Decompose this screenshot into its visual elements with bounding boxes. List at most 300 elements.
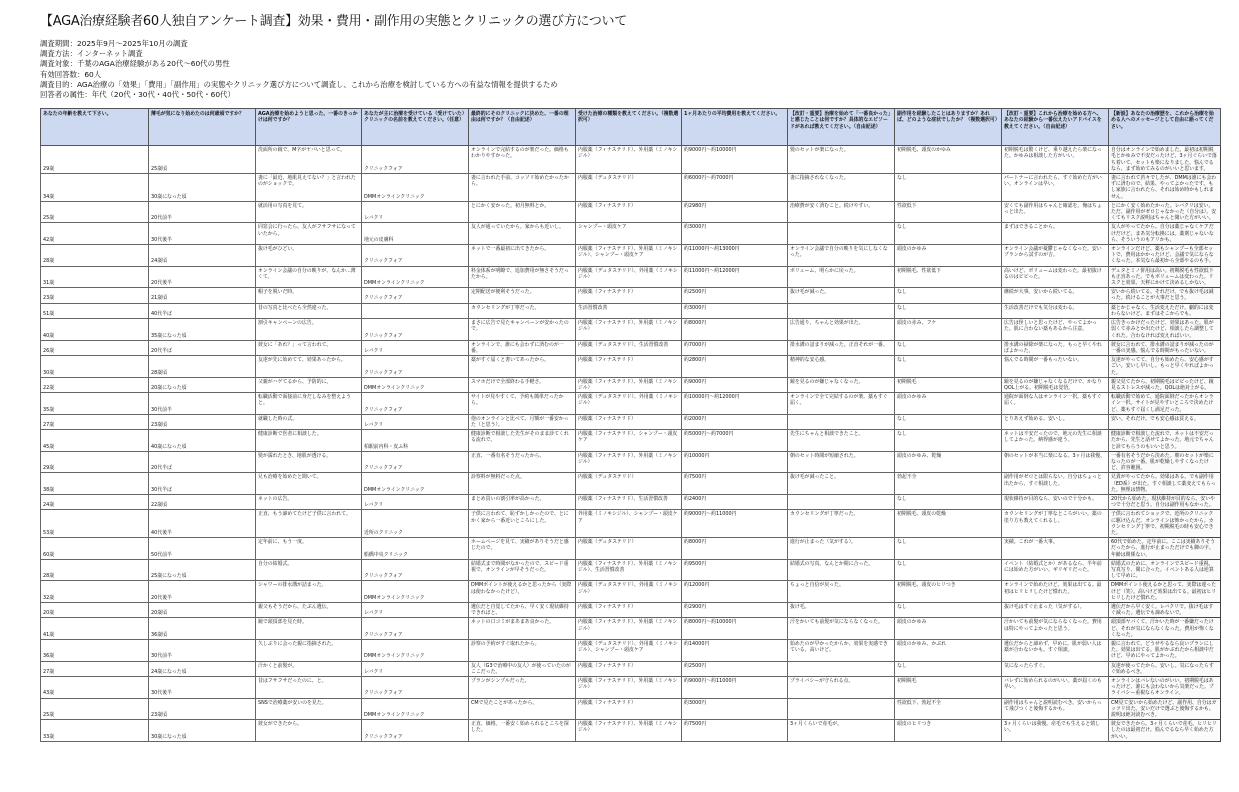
table-cell: 遺伝だからと諦めず、早めに。肌が弱い人は薬が合わないかも。すぐ相談。 (1002, 640, 1109, 662)
table-cell: 内服薬（フィナステリド）、生活習慣改善 (576, 494, 682, 509)
table-cell: 23歳 (41, 288, 149, 303)
table-cell: 性欲低下 (895, 201, 1002, 223)
table-cell: 父親がハゲてるから、予防的に。 (256, 377, 362, 392)
table-cell (788, 303, 895, 318)
table-cell: オンラインはバレないのがいい。初期脱毛はあったけど、誰にも会わないから気楽だった。プライバシー重視ならオンライン。 (1109, 677, 1221, 699)
table-cell: 60代で始めた。定年前に。ここは実績ありそうだったから。進行が止まっただけでも御の字。年齢は関係ない。 (1109, 538, 1221, 560)
table-cell: 進行が止まった（気がする）。 (788, 538, 895, 560)
survey-meta (40, 39, 1220, 100)
table-row (41, 559, 1221, 581)
table-cell: 実績。これが一番大事。 (1002, 538, 1109, 560)
table-cell: 内服薬（デュタステリド）、外用薬（ミノキシジル） (576, 581, 682, 603)
table-cell: 先生にちゃんと相談できたこと。 (788, 430, 895, 452)
table-cell: 内服薬（フィナステリド）、外用薬（ミノキシジル） (576, 720, 682, 742)
table-cell: 38歳 (41, 473, 149, 495)
table-cell: SNSで治療薬が安いのを見た。 (256, 698, 362, 720)
table-cell: 35歳 (41, 393, 149, 415)
table-cell: 安いから続いてる。それだけ。でも抜け毛は減った。続けることが大事だと思う。 (1109, 288, 1221, 303)
table-cell: 自分はオンラインで始めました。最初は初期脱毛とかゆみで不安だったけど、3ヶ月ぐらいで落ち着いて、セットも楽になりました。悩んでるなら、まず始めてみるのがいいと思います。 (1109, 146, 1221, 174)
table-row (41, 414, 1221, 429)
table-row (41, 720, 1221, 742)
table-row (41, 303, 1221, 318)
table-cell: 転職活動で始めて、通院面倒だったからオンライン一択。サイトが見やすいところで決めたけど、薬もすぐ届くし満足だった。 (1109, 393, 1221, 415)
table-cell: 23歳頃 (149, 698, 256, 720)
column-header: 最終的にそのクリニックに決めた、一番の理由は何ですか？（自由記述） (469, 109, 576, 146)
table-cell: 約7000円 (682, 340, 788, 355)
table-cell: 朝のセット時間が短縮された。 (788, 451, 895, 473)
table-cell: 就職した時の式。 (256, 414, 362, 429)
table-cell: 約2500円 (682, 288, 788, 303)
table-cell: 約11000円～約13000円 (682, 245, 788, 267)
meta-method: 調査方法：インターネット調査 (40, 49, 143, 59)
column-header: 受けた治療の種類を教えてください。（複数選択可） (576, 109, 682, 146)
table-cell: プランがシンプルだった。 (469, 677, 576, 699)
table-cell: 自分の結婚式。 (256, 559, 362, 581)
table-cell: 40歳 (41, 319, 149, 341)
table-cell: 30代前半 (149, 640, 256, 662)
table-cell: 洗面所の鏡で、M字がヤバいと思って。 (256, 146, 362, 174)
table-cell: 内服薬（フィナステリド） (576, 414, 682, 429)
table-cell: 頭皮のかゆみ (895, 245, 1002, 267)
table-cell: 鏡を見るのが嫌じゃなくなるだけで、かなりQOL上がる。初期脱毛は覚悟。 (1002, 377, 1109, 392)
table-cell: 副作用がゼロとは限らない。自分はちょっと出たから、すぐ相談した。 (1002, 473, 1109, 495)
survey-document (40, 0, 1220, 742)
table-row (41, 510, 1221, 538)
table-cell: 内服薬（フィナステリド）、外用薬（ミノキシジル）、シャンプー・頭皮ケア (576, 245, 682, 267)
table-cell: 柏駅前内科・皮ふ科 (362, 430, 469, 452)
table-cell: 初期脱毛 (895, 677, 1002, 699)
table-cell: 副作用はちゃんと説明読むべき。安いからって飛びつくと後悔するかも。 (1002, 698, 1109, 720)
table-cell: 約2500円 (682, 661, 788, 676)
table-cell: プライバシーが守られる点。 (788, 677, 895, 699)
table-cell: 20歳になった頃 (149, 377, 256, 392)
table-cell: なし (895, 559, 1002, 581)
table-body (41, 146, 1221, 742)
table-cell: クリニックフォア (362, 451, 469, 473)
table-cell: 初期脱毛、頭皮のかゆみ (895, 146, 1002, 174)
table-cell: 薬がすぐ届くと書いてあったから。 (469, 356, 576, 378)
table-cell: オンラインだけど、薬もシャンプーも全部セットで、費用はかかったけど、会議で気にならなくなった。本気なら最初から全部やるのも手。 (1109, 245, 1221, 267)
table-cell: 排水溝の詰まりが減った。正直それが一番。 (788, 340, 895, 355)
table-cell: 31歳 (41, 266, 149, 288)
table-cell: 友人がやってたから。自分は薬じゃなくケアだけだけど、まあ気分転換には。薬剤じゃないなら、そういうのもアリかも。 (1109, 223, 1221, 245)
document-title: 【AGA治療経験者60人独自アンケート調査】効果・費用・副作用の実態とクリニックの選び方について (40, 14, 627, 29)
table-cell: 約9000円～約10000円 (682, 146, 788, 174)
table-cell: 就活用の写真を見て。 (256, 201, 362, 223)
table-cell: 親父見てたから、初期脱毛はビビったけど、鏡見るストレスが減った。QOLは絶対上がる。 (1109, 377, 1221, 392)
table-cell: オンラインで全て完結するのが楽。薬もすぐ届く。 (788, 393, 895, 415)
table-cell: 約9000円 (682, 377, 788, 392)
table-row (41, 698, 1221, 720)
table-cell: 約9000円～約11000円 (682, 510, 788, 538)
table-cell: 兄貴がやってたから。効果はある。でも副作用（ED系）が出た。すぐ相談して薬変えてもらった。無理は禁物。 (1109, 473, 1221, 495)
table-cell: 24歳になった頃 (149, 661, 256, 676)
table-cell: 彼女に言われて、排水溝の詰まりが減ったのが一番の実感。悩んでる時間がもったいない。 (1109, 340, 1221, 355)
table-cell: 35歳になった頃 (149, 319, 256, 341)
table-cell: DMMオンラインクリニック (362, 473, 469, 495)
table-cell: 内服薬（フィナステリド）、外用薬（ミノキシジル） (576, 451, 682, 473)
table-cell: 36歳頃 (149, 618, 256, 640)
table-cell: レバクリ (362, 414, 469, 429)
table-row (41, 245, 1221, 267)
table-cell: 外用薬（ミノキシジル）、シャンプー・頭皮ケア (576, 510, 682, 538)
table-cell: 内服薬（フィナステリド）、シャンプー・頭皮ケア (576, 430, 682, 452)
table-cell: 約9000円～約11000円 (682, 677, 788, 699)
table-cell: 生活改善だけでも気分は変わる。 (1002, 303, 1109, 318)
table-cell: 約10000円 (682, 451, 788, 473)
table-cell: 正直、もう諦めてたけど子供に言われて。 (256, 510, 362, 538)
column-header: あなたが主に治療を受けている（受けていた）クリニックの名前を教えてください。（任意） (362, 109, 469, 146)
table-cell: 健康診断で相談した先生がそのまま診てくれる流れで。 (469, 430, 576, 452)
table-cell: オンラインで始めたけど、効果は出てる。最初はヒリヒリしたけど慣れた。 (1002, 581, 1109, 603)
table-row (41, 288, 1221, 303)
table-cell (788, 661, 895, 676)
table-cell: ボリューム、明らかに戻った。 (788, 266, 895, 288)
table-cell: 親父もそうだから、たぶん遺伝。 (256, 603, 362, 618)
table-cell: 初期脱毛、頭皮のヒリつき (895, 581, 1002, 603)
table-row (41, 319, 1221, 341)
table-cell: 29歳 (41, 451, 149, 473)
table-cell: サイトが見やすくて、予約も簡単だったから。 (469, 393, 576, 415)
table-cell: レバクリ (362, 603, 469, 618)
table-cell: 昔の写真と比べたら全然違った。 (256, 303, 362, 318)
table-cell: 20代後半 (149, 581, 256, 603)
survey-table (40, 108, 1221, 742)
table-cell: 近所のクリニック (362, 510, 469, 538)
table-cell: 妻に「最近、地肌見えてない？」と言われたのがショックで。 (256, 174, 362, 202)
table-cell: ネットの口コミがまあまあ良かった。 (469, 618, 576, 640)
table-cell: 41歳 (41, 618, 149, 640)
table-cell: 勃起不全 (895, 473, 1002, 495)
table-cell: 約2900円 (682, 603, 788, 618)
table-row (41, 581, 1221, 603)
table-cell: 42歳 (41, 223, 149, 245)
table-cell: 32歳 (41, 581, 149, 603)
table-cell: 子供に言われて、恥ずかしかったので、とにかく家から一番近いところにした。 (469, 510, 576, 538)
table-cell: 友達が使ってたから。安いし。気になったらすぐ始めるべき。 (1109, 661, 1221, 676)
table-cell: 内服薬（フィナステリド）、外用薬（ミノキシジル）、生活習慣改善 (576, 559, 682, 581)
table-cell: 兄も治療を始めたと聞いて。 (256, 473, 362, 495)
table-cell: 40代後半 (149, 510, 256, 538)
table-cell: クリニックフォア (362, 245, 469, 267)
meta-attributes: 回答者の属性：年代（20代・30代・40代・50代・60代） (40, 90, 235, 100)
table-cell: 頭皮のかゆみ (895, 618, 1002, 640)
table-cell: 約11000円～約12000円 (682, 266, 788, 288)
table-cell: バレずに始められるのがいい。薬が届くのも早い。 (1002, 677, 1109, 699)
table-cell: 30歳 (41, 356, 149, 378)
table-cell: DMMオンラインクリニック (362, 581, 469, 603)
table-cell: 25歳 (41, 698, 149, 720)
table-cell: ネットは不安だったので、地元の先生に相談してよかった。納得感が違う。 (1002, 430, 1109, 452)
table-cell: 頭皮のかゆみ (895, 393, 1002, 415)
table-cell: 始めたのが早かったからか、効果を実感できている。高いけど。 (788, 640, 895, 662)
table-cell: オンラインで、誰にも会わずに済むのが一番。 (469, 340, 576, 355)
table-cell (362, 303, 469, 318)
table-cell: 初期脱毛、頭皮の乾燥 (895, 510, 1002, 538)
table-cell: 約10000円～約12000円 (682, 393, 788, 415)
table-row (41, 146, 1221, 174)
table-cell: クリニックフォア (362, 356, 469, 378)
table-cell: 健康診断で医者に相談した。 (256, 430, 362, 452)
table-cell: 内服薬（フィナステリド） (576, 698, 682, 720)
table-cell: 約6000円～約7000円 (682, 174, 788, 202)
table-row (41, 494, 1221, 509)
table-cell: 28歳 (41, 559, 149, 581)
table-cell: 約12000円 (682, 581, 788, 603)
table-cell: 内服薬（フィナステリド）、外用薬（ミノキシジル） (576, 146, 682, 174)
table-cell: 高いけど、ボリュームは変わった。最初抜けるのはビビった。 (1002, 266, 1109, 288)
table-cell (788, 223, 895, 245)
table-cell: 安い。それだけ。でも安心感は買える。 (1109, 414, 1221, 429)
table-cell: クリニックフォア (362, 559, 469, 581)
table-cell: レバクリ (362, 494, 469, 509)
table-cell: 22歳 (41, 377, 149, 392)
table-cell: 20代から始めた。現状維持が目的なら、安いやつで十分だと思う。自分は副作用もなかった。 (1109, 494, 1221, 509)
table-cell: 定期配送が便利そうだった。 (469, 288, 576, 303)
table-cell: 友人が通っていたから。家からも近いし。 (469, 223, 576, 245)
table-cell: 遺伝だから早く安く。レバクリで。抜け毛はすぐ減った。遺伝でも諦めないで。 (1109, 603, 1221, 618)
table-cell (788, 698, 895, 720)
table-cell: 友達がやってて、自分も始めたら、安心感がすごい。安いし早いし。もっと早くやればよかった。 (1109, 356, 1221, 378)
table-cell: 妻に指摘されなくなった。 (788, 174, 895, 202)
table-cell: 約8000円～約10000円 (682, 618, 788, 640)
table-cell: 正直、価格。一番安く始められるところを探した。 (469, 720, 576, 742)
table-cell: DMMオンラインクリニック (362, 640, 469, 662)
table-cell: なし (895, 603, 1002, 618)
table-cell: CMで見たことがあったから。 (469, 698, 576, 720)
table-cell: 生活習慣改善 (576, 303, 682, 318)
table-cell: 20代半ば (149, 451, 256, 473)
table-cell: レバクリ (362, 340, 469, 355)
table-cell: クリニックフォア (362, 677, 469, 699)
table-cell: 30代後半 (149, 677, 256, 699)
table-cell: 汗かくと前髪が。 (256, 661, 362, 676)
table-cell: 25歳頃 (149, 146, 256, 174)
table-cell: クリニックフォア (362, 393, 469, 415)
table-row (41, 538, 1221, 560)
table-cell: 約3000円 (682, 303, 788, 318)
table-cell: 頭皮の赤み、フケ (895, 319, 1002, 341)
table-cell: 転職活動で面接前に身だしなみを整えようと。 (256, 393, 362, 415)
table-cell: 継続が大事。安いから続いてる。 (1002, 288, 1109, 303)
table-cell: 悩んでる時間が一番もったいない。 (1002, 356, 1109, 378)
table-cell: 24歳頃 (149, 245, 256, 267)
table-cell: 抜け毛が減った。 (788, 288, 895, 303)
column-header: 副作用を経験したことはありますか？あれば、どのような症状でしたか？（複数選択可） (895, 109, 1002, 146)
table-cell: 通院が面倒な人はオンライン一択。薬もすぐ届く。 (1002, 393, 1109, 415)
table-cell: 初期脱毛、性欲低下 (895, 266, 1002, 288)
table-cell: 30代半ば (149, 473, 256, 495)
table-cell: イベント（結婚式とか）があるなら、半年前には始めた方がいい。ギリギリだった。 (1002, 559, 1109, 581)
table-cell: 20歳 (41, 603, 149, 618)
table-cell (788, 494, 895, 509)
table-cell: 約5000円～約7000円 (682, 430, 788, 452)
table-cell: 船橋中央クリニック (362, 538, 469, 560)
table-cell: カウンセリングが丁寧なところがいい。薬の塗り方も教えてくれるし。 (1002, 510, 1109, 538)
table-cell: DMMオンラインクリニック (362, 698, 469, 720)
table-cell: とにかく安く始めたかった。レバクリは安い。ただ、副作用がゼロじゃなかった（自分は）。安くてもリスク説明はちゃんと聞いた方がいい。 (1109, 201, 1221, 223)
table-cell: 汗をかいても前髪が気にならなくなった。 (788, 618, 895, 640)
table-cell: 内服薬（フィナステリド）、外用薬（ミノキシジル） (576, 377, 682, 392)
table-cell: 約2400円 (682, 494, 788, 509)
table-row (41, 603, 1221, 618)
table-cell: 鏡で頭頂部を見た時。 (256, 618, 362, 640)
table-row (41, 640, 1221, 662)
table-cell: 抜け毛がひどい。 (256, 245, 362, 267)
table-cell: 50代前半 (149, 538, 256, 560)
table-cell (788, 414, 895, 429)
table-cell: 初期脱毛は驚くけど、乗り越えたら楽になった。かゆみは相談した方がいい。 (1002, 146, 1109, 174)
table-cell: 内服薬（デュタステリド）、外用薬（ミノキシジル） (576, 266, 682, 288)
table-row (41, 174, 1221, 202)
table-cell: 内服薬（フィナステリド）、外用薬（ミノキシジル） (576, 677, 682, 699)
table-cell: 約14000円 (682, 640, 788, 662)
table-cell: 妻に言われて渋々でしたが、DMMは誰にも会わずに済むので、結果、やってよかったです。もし家族に言われたら、それは始め時かもしれません。 (1109, 174, 1221, 202)
table-cell: オンラインで完結するのが楽だった。価格もわかりやすかった。 (469, 146, 576, 174)
table-cell: 汗かいても前髪が気にならなくなった。費用は特にやってよかったと思う。 (1002, 618, 1109, 640)
table-cell: 内服薬（フィナステリド） (576, 356, 682, 378)
table-cell: 内服薬（フィナステリド） (576, 603, 682, 618)
table-cell: クリニックフォア (362, 618, 469, 640)
table-cell: 内服薬（フィナステリド） (576, 201, 682, 223)
table-cell: ネットで一番最初に出てきたから。 (469, 245, 576, 267)
table-cell: 抜け毛。 (788, 603, 895, 618)
table-cell: 約7500円 (682, 473, 788, 495)
table-cell: 25歳になった頃 (149, 559, 256, 581)
table-cell: 妻に言われた手前、コッソリ始めたかったから。 (469, 174, 576, 202)
table-cell: 頭頂部ヤバくて、汗かいた時が一番嫌だったけど、それが気にならなくなった。費用が怖くなくなった。 (1109, 618, 1221, 640)
table-cell: 結婚式の写真、なんとか間に合った。 (788, 559, 895, 581)
table-row (41, 451, 1221, 473)
meta-period: 調査期間：2025年9月～2025年10月の調査 (40, 39, 188, 48)
table-cell: ちょっと自信が戻った。 (788, 581, 895, 603)
table-cell: 21歳頃 (149, 288, 256, 303)
column-header: 【改訂・重要】治療を始めて「一番良かった」と感じたことは何ですか？具体的なエピソードがあれば教えてください。（自由記述） (788, 109, 895, 146)
table-cell: 診察料が無料だった点。 (469, 473, 576, 495)
table-cell: クリニックフォア (362, 720, 469, 742)
table-cell: 約9500円 (682, 559, 788, 581)
table-cell: 地元の皮膚科 (362, 223, 469, 245)
table-cell: レバクリ (362, 661, 469, 676)
meta-count: 有効回答数：60人 (40, 69, 102, 79)
table-row (41, 223, 1221, 245)
table-cell: 鏡を見るのが嫌じゃなくなった。 (788, 377, 895, 392)
table-header-row (41, 109, 1221, 146)
table-cell: 定年前に、もう一度。 (256, 538, 362, 560)
table-cell: パートナーに言われたら、すぐ始めた方がいい。オンラインは早い。 (1002, 174, 1109, 202)
table-cell: 精神的な安心感。 (788, 356, 895, 378)
table-cell: 内服薬（デュタステリド）、外用薬（ミノキシジル） (576, 393, 682, 415)
table-cell: 遺伝だと自覚してたから、早く安く現状維持できればと。 (469, 603, 576, 618)
table-cell: 22歳頃 (149, 494, 256, 509)
table-cell: 気になったらすぐ。 (1002, 661, 1109, 676)
table-cell: まずはできることから。 (1002, 223, 1109, 245)
table-cell: なし (895, 661, 1002, 676)
table-cell: 3ヶ月くらいは我慢。産毛でも生えると嬉しい。 (1002, 720, 1109, 742)
table-cell: オンライン会議の自分の映りが、なんか…薄くて。 (256, 266, 362, 288)
table-cell: 27歳 (41, 414, 149, 429)
table-cell: 20代前半 (149, 201, 256, 223)
table-cell: 内服薬（デュタステリド）、生活習慣改善 (576, 340, 682, 355)
table-cell: 約2980円 (682, 201, 788, 223)
table-cell: クリニックフォア (362, 146, 469, 174)
table-cell: スマホだけで全部終わる手軽さ。 (469, 377, 576, 392)
table-cell: まとめ買いの割引率が高かった。 (469, 494, 576, 509)
table-cell: DMMポイントが使えるかと思ったから（実際は使わなかったけど）。 (469, 581, 576, 603)
table-cell: クリニックフォア (362, 288, 469, 303)
table-cell: 抜け毛が減ったこと。 (788, 473, 895, 495)
table-cell: なし (895, 430, 1002, 452)
table-cell: 彼女に「あれ？」って言われて。 (256, 340, 362, 355)
table-cell: 約2000円 (682, 414, 788, 429)
table-cell: DMMオンラインクリニック (362, 174, 469, 202)
table-cell: 治療費が安く済むこと。続けやすい。 (788, 201, 895, 223)
table-row (41, 618, 1221, 640)
table-cell: 34歳 (41, 174, 149, 202)
table-cell: なし (895, 538, 1002, 560)
table-cell: なし (895, 288, 1002, 303)
table-cell: なし (895, 494, 1002, 509)
table-cell: 広告は怪しいと思ったけど、やってよかった。肌に合わない薬もあるから注意。 (1002, 319, 1109, 341)
table-cell: 内服薬（デュタステリド） (576, 473, 682, 495)
table-cell: 約3000円 (682, 223, 788, 245)
table-cell: 28歳 (41, 245, 149, 267)
table-cell: 40歳になった頃 (149, 430, 256, 452)
table-cell: カウンセリングが丁寧だった。 (469, 303, 576, 318)
table-cell: なし (895, 356, 1002, 378)
table-cell: DMMポイント使えるかと思って、実際は違ったけど（笑）。高いけど効果は出てる。最初はヒリヒリしたけど慣れた。 (1109, 581, 1221, 603)
table-cell: 33歳 (41, 720, 149, 742)
table-row (41, 430, 1221, 452)
table-cell: オンライン会議で自分の映りを気にしなくなった。 (788, 245, 895, 267)
table-cell: 51歳 (41, 303, 149, 318)
table-cell: 26歳 (41, 340, 149, 355)
table-cell: 内服薬（フィナステリド） (576, 661, 682, 676)
table-cell: なし (895, 414, 1002, 429)
table-cell: シャンプー・頭皮ケア (576, 223, 682, 245)
table-cell: 45歳 (41, 430, 149, 452)
table-row (41, 266, 1221, 288)
table-cell: 内服薬（フィナステリド）、外用薬（ミノキシジル） (576, 319, 682, 341)
column-header: 薄毛が気になり始めたのは何歳頃ですか？ (149, 109, 256, 146)
table-row (41, 677, 1221, 699)
table-cell: 27歳 (41, 661, 149, 676)
table-cell: 頭皮のかゆみ、乾燥 (895, 451, 1002, 473)
table-cell: オンライン会議が憂鬱じゃなくなった。安いプランから試すのが吉。 (1002, 245, 1109, 267)
table-cell: レバクリ (362, 201, 469, 223)
column-header: 【改訂・重要】これから治療を始める方へ、あなたの経験から一番伝えたいアドバイスを教えてください。（自由記述） (1002, 109, 1109, 146)
table-cell: 24歳 (41, 494, 149, 509)
meta-target: 調査対象：千葉のAGA治療経験がある20代～60代の男性 (40, 59, 230, 69)
table-cell: 友人（G3で治療中の友人）が使っていたのがここだった。 (469, 661, 576, 676)
table-cell: 43歳 (41, 677, 149, 699)
table-cell: 診察の予約がすぐ取れたから。 (469, 640, 576, 662)
table-cell: 23歳頃 (149, 414, 256, 429)
table-cell: なし (895, 303, 1002, 318)
table-cell: 髪のセットが楽になった。 (788, 146, 895, 174)
table-cell: 帽子を脱いだ時。 (256, 288, 362, 303)
table-row (41, 393, 1221, 415)
table-cell: 頭皮のかゆみ、かぶれ (895, 640, 1002, 662)
table-cell: 3ヶ月くらいで産毛が。 (788, 720, 895, 742)
table-cell: 30歳になった頃 (149, 720, 256, 742)
table-row (41, 356, 1221, 378)
table-cell: 久しぶりに会った親に指摘された。 (256, 640, 362, 662)
table-cell: シャワーの排水溝が詰まった。 (256, 581, 362, 603)
table-cell: DMMオンラインクリニック (362, 266, 469, 288)
table-cell: 昔はフサフサだったのに、と。 (256, 677, 362, 699)
table-cell: 広告通り、ちゃんと効果が出た。 (788, 319, 895, 341)
